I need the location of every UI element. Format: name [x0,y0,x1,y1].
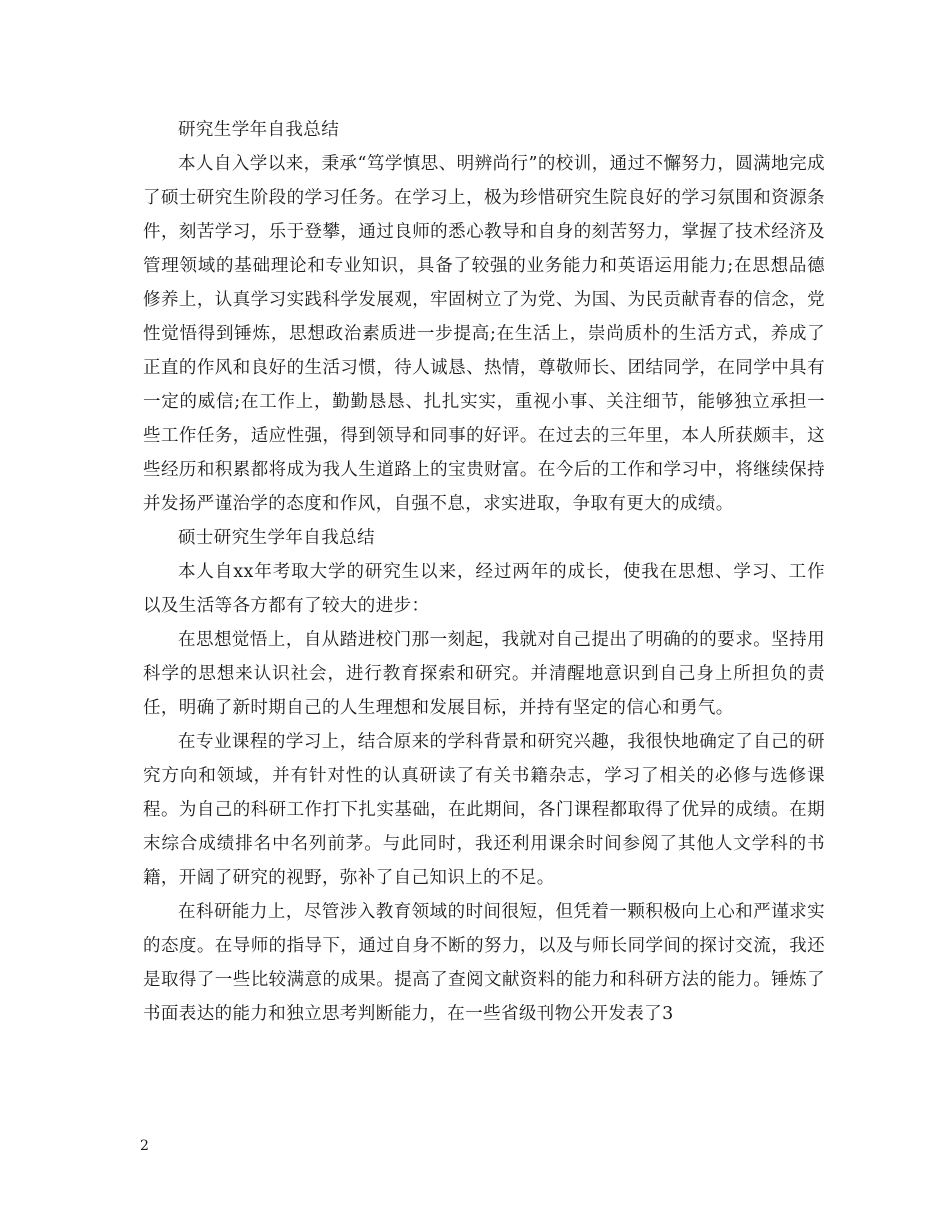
paragraph: 本人自入学以来，秉承“笃学慎思、明辨尚行”的校训，通过不懈努力，圆满地完成了硕士研究生阶段的学习任务。在学习上，极为珍惜研究生院良好的学习氛围和资源条件，刻苦学习，乐于登攀，通过良师的悉心教导和自身的刻苦努力，掌握了技术经济及管理领域的基础理论和专业知识，具备了较强的业务能力和英语运用能力;在思想品德修养上，认真学习实践科学发展观，牢固树立了为党、为国、为民贡献青春的信念，党性觉悟得到锤炼，思想政治素质进一步提高;在生活上，崇尚质朴的生活方式，养成了正直的作风和良好的生活习惯，待人诚恳、热情，尊敬师长、团结同学，在同学中具有一定的威信;在工作上，勤勤恳恳、扎扎实实，重视小事、关注细节，能够独立承担一些工作任务，适应性强，得到领导和同事的好评。在过去的三年里，本人所获颇丰，这些经历和积累都将成为我人生道路上的宝贵财富。在今后的工作和学习中，将继续保持并发扬严谨治学的态度和作风，自强不息，求实进取，争取有更大的成绩。 [143,154,825,514]
section-title: 研究生学年自我总结 [178,120,340,140]
page-number: 2 [140,1138,149,1154]
paragraph: 在思想觉悟上，自从踏进校门那一刻起，我就对自己提出了明确的的要求。坚持用科学的思想来认识社会，进行教育探索和研究。并清醒地意识到自己身上所担负的责任，明确了新时期自己的人生理想和发展目标，并持有坚定的信心和勇气。 [143,630,825,718]
paragraph: 在科研能力上，尽管涉入教育领域的时间很短，但凭着一颗积极向上心和严谨求实的态度。在导师的指导下，通过自身不断的努力，以及与师长同学间的探讨交流，我还是取得了一些比较满意的成果。提高了查阅文献资料的能力和科研方法的能力。锤炼了书面表达的能力和独立思考判断能力，在一些省级刊物公开发表了3 [143,902,825,1024]
paragraph: 在专业课程的学习上，结合原来的学科背景和研究兴趣，我很快地确定了自己的研究方向和领域，并有针对性的认真研读了有关书籍杂志，学习了相关的必修与选修课程。为自己的科研工作打下扎实基础，在此期间，各门课程都取得了优异的成绩。在期末综合成绩排名中名列前茅。与此同时，我还利用课余时间参阅了其他人文学科的书籍，开阔了研究的视野，弥补了自己知识上的不足。 [143,732,825,888]
paragraph: 本人自xx年考取大学的研究生以来，经过两年的成长，使我在思想、学习、工作以及生活等各方都有了较大的进步： [143,562,825,616]
document-body [143,113,825,1031]
section-title: 硕士研究生学年自我总结 [178,528,375,548]
